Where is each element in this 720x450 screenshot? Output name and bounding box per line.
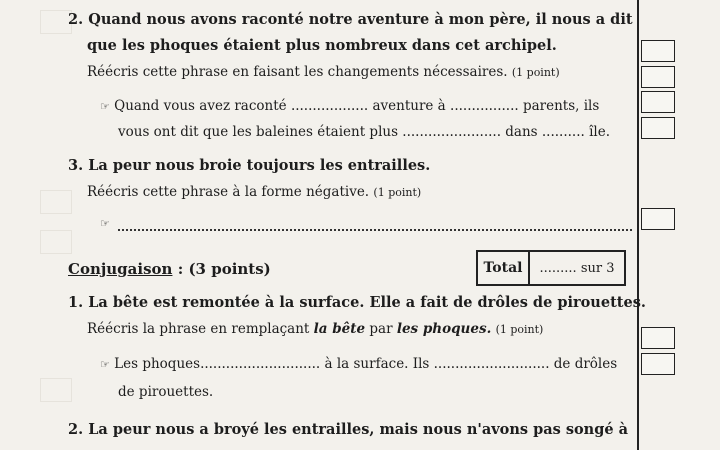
bleed-through-box: [40, 230, 72, 254]
q3-sentence: 3. La peur nous broie toujours les entrailles.: [68, 157, 431, 174]
q3-answer-line[interactable]: [118, 229, 632, 231]
total-box: [476, 250, 626, 286]
score-box[interactable]: [641, 353, 675, 375]
total-label: Total: [478, 252, 530, 284]
score-box[interactable]: [641, 327, 675, 349]
q2-answer-line2[interactable]: vous ont dit que les baleines étaient plus ....................... dans .......... île.: [118, 124, 611, 140]
q2-answer-line1[interactable]: ☞ Quand vous avez raconté .................. aventure à ................ parents, ils: [100, 98, 600, 114]
pointing-hand-icon: ☞: [100, 217, 110, 230]
c2-line1: 2. La peur nous a broyé les entrailles, mais nous n'avons pas songé à: [68, 421, 629, 438]
total-value[interactable]: ......... sur 3: [539, 260, 615, 276]
bleed-through-box: [40, 190, 72, 214]
c1-instruction: Réécris la phrase en remplaçant la bête par les phoques. (1 point): [87, 321, 544, 337]
q2-instruction: Réécris cette phrase en faisant les changements nécessaires. (1 point): [87, 64, 560, 80]
q3-instruction: Réécris cette phrase à la forme négative. (1 point): [87, 184, 422, 200]
pointing-hand-icon: ☞: [100, 358, 110, 371]
bleed-through-box: [40, 378, 72, 402]
score-box[interactable]: [641, 117, 675, 139]
q3-answer-marker: [100, 215, 110, 231]
score-box[interactable]: [641, 66, 675, 88]
margin-rule: [637, 0, 639, 450]
c1-sentence: 1. La bête est remontée à la surface. Elle a fait de drôles de pirouettes.: [68, 294, 646, 311]
pointing-hand-icon: ☞: [100, 100, 110, 113]
score-box[interactable]: [641, 208, 675, 230]
q2-line1: 2. Quand nous avons raconté notre aventure à mon père, il nous a dit: [68, 11, 633, 28]
c1-answer-line2[interactable]: de pirouettes.: [118, 384, 214, 400]
section-title: Conjugaison : (3 points): [68, 260, 271, 278]
q2-line2: que les phoques étaient plus nombreux dans cet archipel.: [87, 37, 557, 54]
score-box[interactable]: [641, 40, 675, 62]
c1-answer-line1[interactable]: ☞ Les phoques............................ à la surface. Ils ........................... de drôles: [100, 356, 618, 372]
score-box[interactable]: [641, 91, 675, 113]
